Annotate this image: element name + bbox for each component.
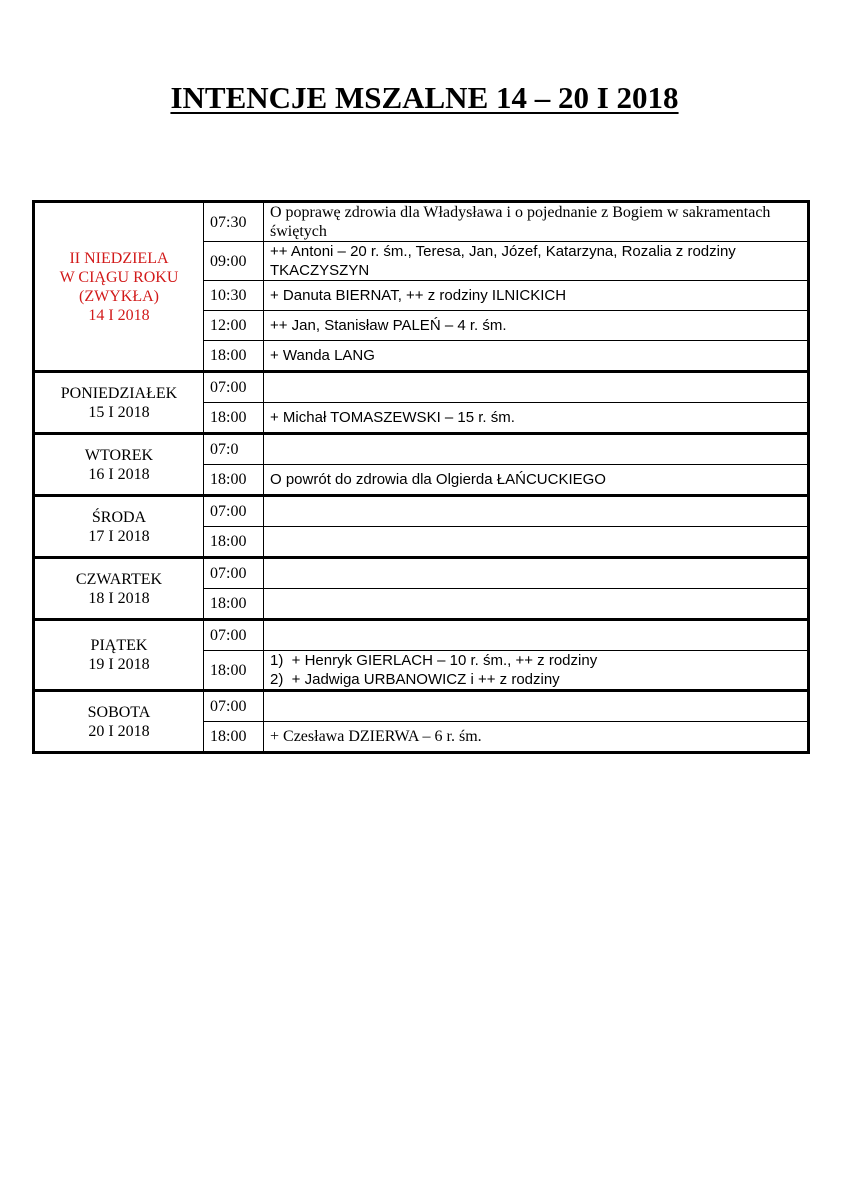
day-date: 20 I 2018: [88, 722, 150, 740]
mass-intention: [264, 651, 809, 691]
table-row: [34, 202, 809, 242]
day-cell-thursday: [34, 558, 204, 620]
mass-intention: O powrót do zdrowia dla Olgierda ŁAŃCUCKIEGO: [264, 465, 809, 496]
day-cell-tuesday: [34, 434, 204, 496]
mass-intention: [264, 372, 809, 403]
mass-intention: ++ Jan, Stanisław PALEŃ – 4 r. śm.: [264, 311, 809, 341]
mass-intention: + Wanda LANG: [264, 341, 809, 372]
day-cell-friday: [34, 620, 204, 691]
day-name-line: PIĄTEK: [90, 637, 148, 654]
page-title: INTENCJE MSZALNE 14 – 20 I 2018: [170, 80, 679, 115]
day-name-line: CZWARTEK: [75, 570, 163, 588]
day-date: 18 I 2018: [88, 589, 150, 607]
day-name-line: W CIĄGU ROKU: [59, 268, 179, 286]
mass-time: 07:00: [204, 496, 264, 527]
day-date: 16 I 2018: [88, 465, 150, 483]
table-row: [34, 691, 809, 722]
mass-time: 07:00: [204, 558, 264, 589]
mass-intention: [264, 527, 809, 558]
mass-intention: [264, 496, 809, 527]
mass-intention: + Michał TOMASZEWSKI – 15 r. śm.: [264, 403, 809, 434]
day-name-line: SOBOTA: [87, 703, 151, 721]
day-name-line: II NIEDZIELA: [69, 249, 169, 267]
mass-time: 12:00: [204, 311, 264, 341]
day-cell-wednesday: [34, 496, 204, 558]
day-cell-monday: [34, 372, 204, 434]
day-cell-sunday: [34, 202, 204, 372]
table-row: [34, 620, 809, 651]
day-date: 17 I 2018: [88, 527, 150, 545]
day-name-line: PONIEDZIAŁEK: [60, 384, 178, 402]
mass-time: 18:00: [204, 403, 264, 434]
mass-intention: + Czesława DZIERWA – 6 r. śm.: [264, 722, 809, 753]
mass-time: 18:00: [204, 527, 264, 558]
intention-list-item: 2) + Jadwiga URBANOWICZ i ++ z rodziny: [270, 671, 560, 688]
mass-time: 07:30: [204, 202, 264, 242]
mass-intentions-table: [32, 200, 810, 754]
mass-time: 18:00: [204, 589, 264, 620]
mass-time: 07:00: [204, 691, 264, 722]
mass-intention: + Danuta BIERNAT, ++ z rodziny ILNICKICH: [264, 281, 809, 311]
mass-intention: [264, 558, 809, 589]
mass-time: 18:00: [204, 341, 264, 372]
day-date: 15 I 2018: [88, 403, 150, 421]
day-date: 19 I 2018: [88, 656, 150, 673]
intention-list-item: 1) + Henryk GIERLACH – 10 r. śm., ++ z rodziny: [270, 652, 598, 669]
day-date: 14 I 2018: [88, 306, 150, 324]
mass-time: 09:00: [204, 242, 264, 281]
mass-intention: ++ Antoni – 20 r. śm., Teresa, Jan, Józef, Katarzyna, Rozalia z rodziny TKACZYSZYN: [264, 242, 809, 281]
table-row: [34, 496, 809, 527]
mass-intention: [264, 620, 809, 651]
day-name-line: ŚRODA: [91, 508, 147, 526]
mass-time: 07:0: [204, 434, 264, 465]
mass-intention: [264, 434, 809, 465]
mass-time: 18:00: [204, 465, 264, 496]
mass-time: 07:00: [204, 620, 264, 651]
mass-time: 10:30: [204, 281, 264, 311]
day-cell-saturday: [34, 691, 204, 753]
table-row: [34, 558, 809, 589]
mass-time: 18:00: [204, 722, 264, 753]
mass-time: 07:00: [204, 372, 264, 403]
mass-intention: O poprawę zdrowia dla Władysława i o pojednanie z Bogiem w sakramentach świętych: [264, 202, 809, 242]
table-row: [34, 372, 809, 403]
mass-intention: [264, 691, 809, 722]
table-row: [34, 434, 809, 465]
day-name-line: (ZWYKŁA): [79, 287, 159, 305]
mass-intention: [264, 589, 809, 620]
mass-time: 18:00: [204, 651, 264, 691]
day-name-line: WTOREK: [84, 446, 154, 464]
